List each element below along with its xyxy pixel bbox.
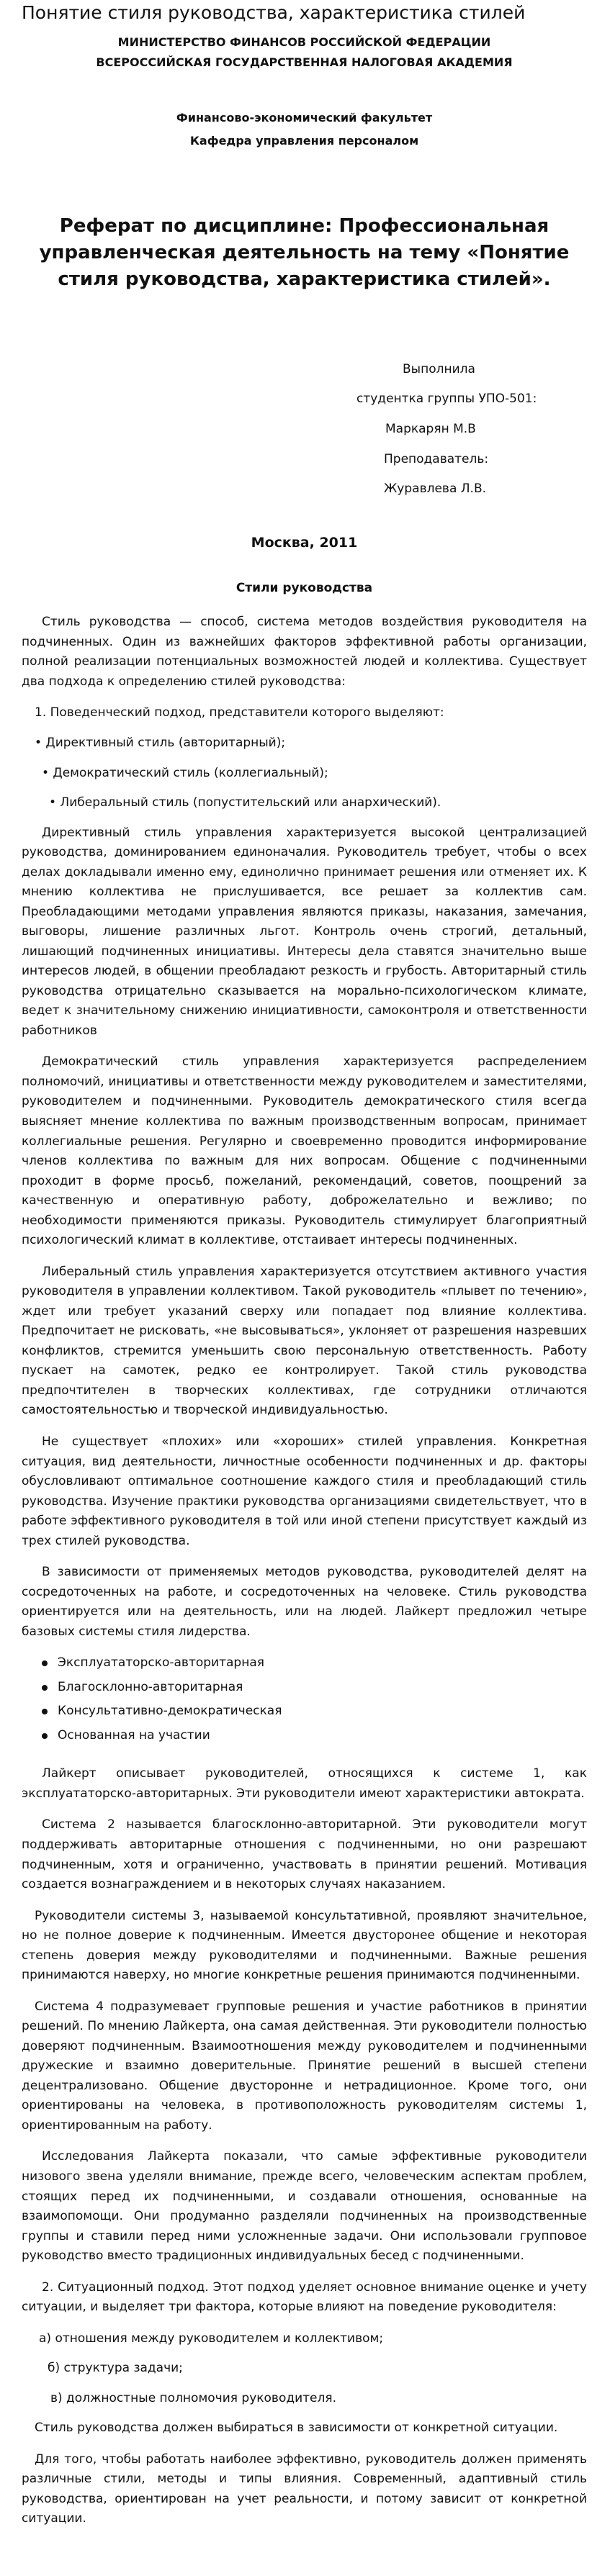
ministry-header	[22, 32, 587, 74]
paragraph-7: Лайкерт описывает руководителей, относящихся к системе 1, как эксплуататорско-авторитарных. Эти руководители имеют характеристики автократа.	[22, 1766, 587, 1801]
ministry-line-1: МИНИСТЕРСТВО ФИНАНСОВ РОССИЙСКОЙ ФЕДЕРАЦИИ	[117, 35, 491, 49]
paragraph-14: Для того, чтобы работать наиболее эффективно, руководитель должен применять различные стили, методы и типы влияния. Современный, адаптивный стиль руководства, ориентирован на учет реальности, и потому зависит от конкретной ситуации.	[22, 2451, 587, 2526]
essay-subject: Реферат по дисциплине: Профессиональная управленческая деятельность на тему «Понятие стиля руководства, характеристика стилей».	[39, 215, 570, 290]
paragraph-5: Не существует «плохих» или «хороших» стилей управления. Конкретная ситуация, вид деятельности, личностные особенности подчиненных и др. факторы обусловливают оптимальное соотношение каждого стиля и преобладающий стиль руководства. Изучение практики руководства организациями свидетельствует, что в работе эффективного руководителя в той или иной степени присутствует каждый из трех стилей руководства.	[22, 1434, 587, 1548]
student-label: студентка группы УПО-501:	[356, 392, 537, 407]
paragraph-10: Система 4 подразумевает групповые решения и участие работников в принятии решений. По мнению Лайкерта, она самая действенная. Эти руководители полностью доверяют подчиненным. Взаимоотношения между руководителем и подчиненными дружеские и взаимно доверительные. Принятие решений в высшей степени децентрализовано. Общение двусторонне и нетрадиционное. Кроме того, они ориентированы на человека, в противоположность руководителям системы 1, ориентированным на работу.	[22, 1999, 587, 2133]
body-text	[22, 613, 587, 2529]
likert-systems-list	[40, 1653, 587, 1745]
signature-block	[356, 355, 587, 505]
list-item: Эксплуататорско-авторитарная	[40, 1653, 587, 1673]
teacher-name: Журавлева Л.В.	[384, 482, 487, 497]
list-item: б) структура задачи;	[48, 2361, 183, 2376]
paragraph-12: 2. Ситуационный подход. Этот подход уделяет основное внимание оценке и учету ситуации, и выделяет три фактора, которые влияют на поведение руководителя:	[22, 2279, 587, 2315]
list-item: 1. Поведенческий подход, представители которого выделяют:	[35, 705, 444, 720]
student-name: Маркарян М.В	[385, 422, 476, 437]
list-item: Благосклонно-авторитарная	[40, 1678, 587, 1698]
paragraph-4: Либеральный стиль управления характеризуется отсутствием активного участия руководителя в управлении коллективом. Такой руководитель «плывет по течению», ждет или требует указаний сверху или попадает под влияние коллектива. Предпочитает не рисковать, «не высовываться», уклоняет от разрешения назревших конфликтов, стремится уменьшить свою персональную ответственность. Работу пускает на самотек, редко ее контролирует. Такой стиль руководства предпочтителен в творческих коллективах, где сотрудники отличаются самостоятельностью и творческой индивидуальностью.	[22, 1264, 587, 1418]
paragraph-6: В зависимости от применяемых методов руководства, руководителей делят на сосредоточенных на работе, и сосредоточенных на человеке. Стиль руководства ориентируется или на деятельность, или на людей. Лайкерт предложил четыре базовых системы стиля лидерства.	[22, 1565, 587, 1639]
list-item: Консультативно-демократическая	[40, 1701, 587, 1722]
paragraph-11: Исследования Лайкерта показали, что самые эффективные руководители низового звена уделяли внимание, прежде всего, человеческим аспектам проблем, стоящих перед их подчиненными, и создавали отношения, основанные на взаимопомощи. Они продуманно разделяли подчиненных на производственные группы и ставили перед ними усложненные задачи. Они использовали групповое руководство вместо традиционных индивидуальных бесед с подчиненными.	[22, 2149, 587, 2264]
ministry-line-2: ВСЕРОССИЙСКАЯ ГОСУДАРСТВЕННАЯ НАЛОГОВАЯ АКАДЕМИЯ	[96, 55, 513, 70]
paragraph-3: Демократический стиль управления характеризуется распределением полномочий, инициативы и ответственности между руководителем и заместителями, руководителем и подчиненными. Руководитель демократического стиля всегда выясняет мнение коллектива по важным производственным вопросам, принимает коллегиальные решения. Регулярно и своевременно проводится информирование членов коллектива по важным для них вопросам. Общение с подчиненными проходит в форме просьб, пожеланий, рекомендаций, советов, поощрений за качественную и оперативную работу, доброжелательно и вежливо; по необходимости применяются приказы. Руководитель стимулирует благоприятный психологический климат в коллективе, отстаивает интересы подчиненных.	[22, 1054, 587, 1248]
paragraph-1: Стиль руководства — способ, система методов воздействия руководителя на подчиненных. Один из важнейших факторов эффективной работы организации, полной реализации потенциальных возможностей людей и коллектива. Существует два подхода к определению стилей руководства:	[22, 615, 587, 689]
department-name: Кафедра управления персоналом	[189, 134, 419, 148]
faculty-name: Финансово-экономический факультет	[176, 111, 433, 125]
faculty-block	[22, 107, 587, 153]
page-title: Понятие стиля руководства, характеристика стилей	[22, 2, 526, 23]
paragraph-13: Стиль руководства должен выбираться в зависимости от конкретной ситуации.	[35, 2421, 558, 2436]
teacher-label: Преподаватель:	[384, 451, 489, 466]
paragraph-8: Система 2 называется благосклонно-авторитарной. Эти руководители могут поддерживать авторитарные отношения с подчиненными, но они разрешают подчиненным, хотя и ограниченно, участвовать в принятии решений. Мотивация создается вознаграждением и в некоторых случаях наказанием.	[22, 1817, 587, 1892]
list-item: • Демократический стиль (коллегиальный);	[42, 765, 328, 780]
list-item: • Директивный стиль (авторитарный);	[35, 735, 286, 750]
list-item: а) отношения между руководителем и коллективом;	[39, 2331, 384, 2346]
list-item: в) должностные полномочия руководителя.	[50, 2390, 337, 2405]
list-item: Основанная на участии	[40, 1726, 587, 1746]
done-by-label: Выполнила	[403, 361, 475, 376]
section-title: Стили руководства	[236, 580, 373, 595]
paragraph-9: Руководители системы 3, называемой консультативной, проявляют значительное, но не полное доверие к подчиненным. Имеется двусторонее общение и некоторая степень доверия между руководителями и подчиненными. Важные решения принимаются наверху, но многие конкретные решения принимаются подчиненными.	[22, 1908, 587, 1983]
paragraph-2: Директивный стиль управления характеризуется высокой централизацией руководства, доминированием единоначалия. Руководитель требует, чтобы о всех делах докладывали именно ему, единолично принимает решения или отменяет их. К мнению коллектива не прислушивается, все решает за коллектив сам. Преобладающими методами управления являются приказы, наказания, замечания, выговоры, лишение различных льгот. Контроль очень строгий, детальный, лишающий подчиненных инициативы. Интересы дела ставятся значительно выше интересов людей, в общении преобладают резкость и грубость. Авторитарный стиль руководства отрицательно сказывается на морально-психологическом климате, ведет к значительному снижению инициативности, самоконтроля и ответственности работников	[22, 825, 587, 1038]
city-year: Москва, 2011	[251, 535, 358, 551]
list-item: • Либеральный стиль (попустительский или анархический).	[49, 795, 441, 810]
